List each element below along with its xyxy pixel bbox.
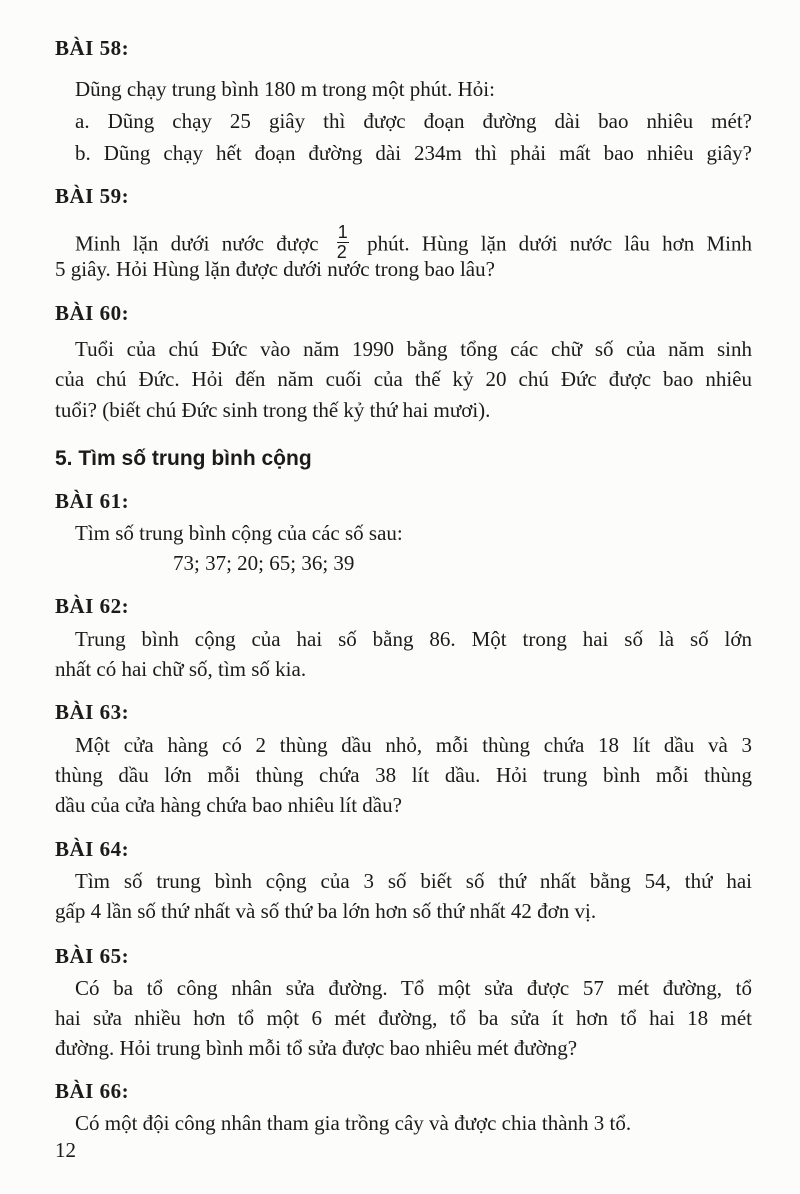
problem-text-line: Trung bình cộng của hai số bằng 86. Một trong hai số là số lớn bbox=[75, 627, 752, 651]
problem-text-line: dầu của cửa hàng chứa bao nhiêu lít dầu? bbox=[55, 793, 402, 817]
problem-text-line: Có ba tổ công nhân sửa đường. Tổ một sửa được 57 mét đường, tổ bbox=[75, 976, 752, 1000]
problem-text-line: đường. Hỏi trung bình mỗi tổ sửa được bao nhiêu mét đường? bbox=[55, 1036, 578, 1060]
text: phút. Hùng lặn dưới nước lâu hơn Minh bbox=[367, 231, 753, 256]
problem-text-line: Một cửa hàng có 2 thùng dầu nhỏ, mỗi thùng chứa 18 lít dầu và 3 bbox=[75, 733, 752, 757]
problem-text-line: tuổi? (biết chú Đức sinh trong thế kỷ thứ hai mươi). bbox=[55, 398, 491, 422]
problem-text-line: nhất có hai chữ số, tìm số kia. bbox=[55, 657, 307, 681]
problem-title: BÀI 60: bbox=[55, 301, 130, 325]
problem-text-line: hai sửa nhiều hơn tổ một 6 mét đường, tổ ba sửa ít hơn tổ hai 18 mét bbox=[55, 1006, 752, 1030]
problem-text-line: 5 giây. Hỏi Hùng lặn được dưới nước trong bao lâu? bbox=[55, 257, 495, 281]
problem-text-line: gấp 4 lần số thứ nhất và số thứ ba lớn hơn số thứ nhất 42 đơn vị. bbox=[55, 899, 597, 923]
problem-title: BÀI 64: bbox=[55, 837, 130, 861]
problem-title: BÀI 65: bbox=[55, 944, 130, 968]
problem-text-line: Tìm số trung bình cộng của 3 số biết số thứ nhất bằng 54, thứ hai bbox=[75, 869, 752, 893]
fraction-numerator: 1 bbox=[337, 222, 348, 242]
page-number: 12 bbox=[55, 1138, 76, 1162]
problem-title: BÀI 61: bbox=[55, 489, 130, 513]
problem-text-line: Tuổi của chú Đức vào năm 1990 bằng tổng các chữ số của năm sinh bbox=[75, 337, 752, 361]
problem-text-line: Dũng chạy trung bình 180 m trong một phút. Hỏi: bbox=[75, 77, 495, 101]
problem-text-line: của chú Đức. Hỏi đến năm cuối của thế kỷ 20 chú Đức được bao nhiêu bbox=[55, 367, 752, 391]
problem-title: BÀI 63: bbox=[55, 700, 130, 724]
text: Minh lặn dưới nước được bbox=[75, 231, 319, 256]
problem-text-line: Tìm số trung bình cộng của các số sau: bbox=[75, 521, 403, 545]
section-title: 5. Tìm số trung bình cộng bbox=[55, 447, 312, 470]
fraction-denominator: 2 bbox=[336, 242, 347, 262]
problem-text-line: a. Dũng chạy 25 giây thì được đoạn đường dài bao nhiêu mét? bbox=[75, 109, 752, 133]
problem-text-line: 73; 37; 20; 65; 36; 39 bbox=[173, 551, 355, 575]
problem-title: BÀI 62: bbox=[55, 594, 130, 618]
problem-text-line: b. Dũng chạy hết đoạn đường dài 234m thì phải mất bao nhiêu giây? bbox=[75, 141, 752, 165]
problem-text-line: Có một đội công nhân tham gia trồng cây và được chia thành 3 tổ. bbox=[75, 1111, 632, 1135]
problem-text-line: thùng dầu lớn mỗi thùng chứa 38 lít dầu. Hỏi trung bình mỗi thùng bbox=[55, 763, 752, 787]
problem-title: BÀI 66: bbox=[55, 1079, 130, 1103]
problem-title: BÀI 59: bbox=[55, 184, 130, 208]
problem-title: BÀI 58: bbox=[55, 36, 130, 60]
